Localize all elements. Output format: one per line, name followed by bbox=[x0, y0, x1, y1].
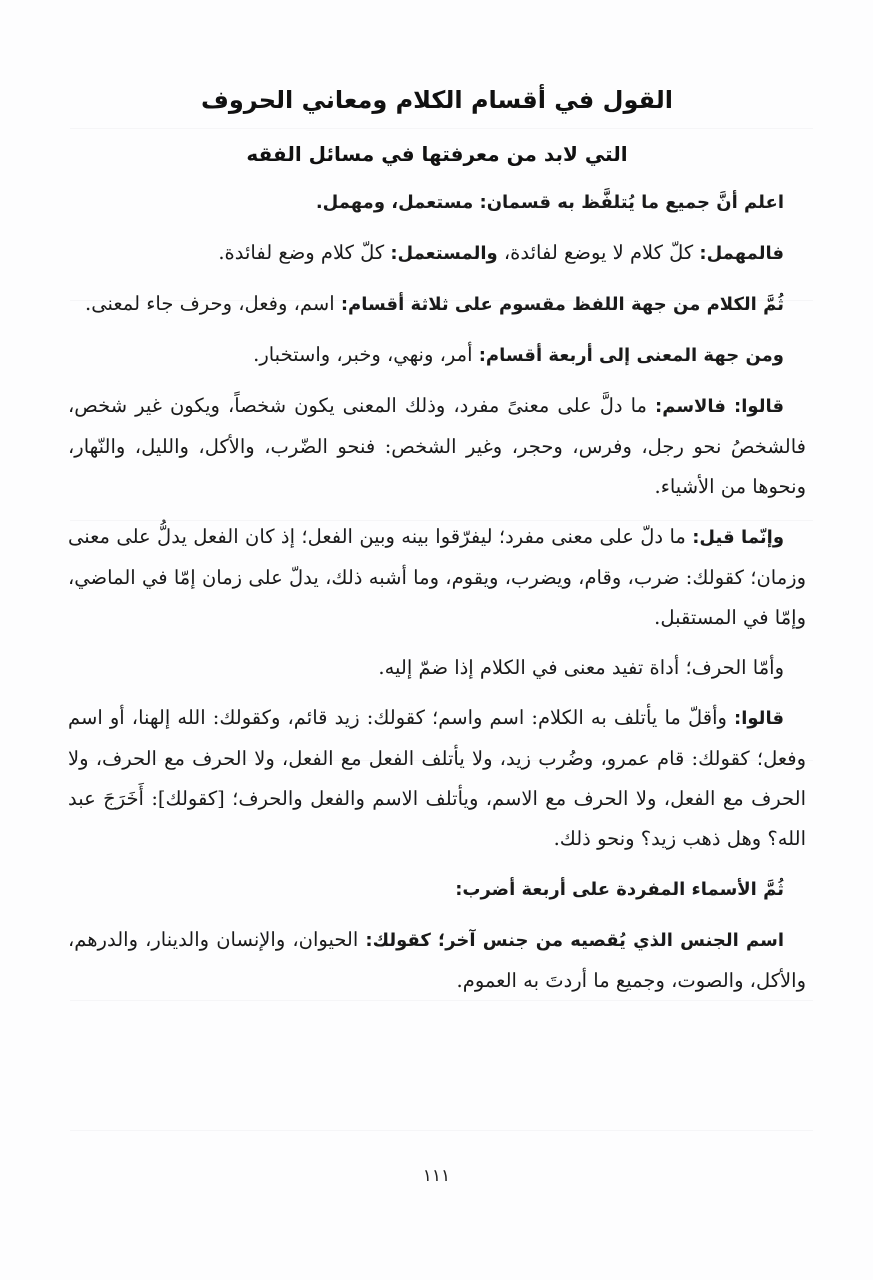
paragraph-fil bbox=[68, 517, 806, 638]
paragraph-lead: ومن جهة المعنى إلى أربعة أقسام: bbox=[478, 345, 784, 366]
paragraph-text: الحيوان، والإنسان والدينار، والدرهم، والأكل، والصوت، وجميع ما أردتَ به العموم. bbox=[68, 928, 806, 992]
paragraph-text: ما دلّ على معنى مفرد؛ ليفرّقوا بينه وبين الفعل؛ إذ كان الفعل يدلُّ على معنى وزمان؛ كقولك: ضرب، وقام، ويضرب، ويقوم، وما أشبه ذلك، يدلّ على زمان إمّا في الماضي، وإمّا في المستقبل. bbox=[68, 525, 806, 629]
paragraph-lead: قالوا: فالاسم: bbox=[655, 396, 784, 417]
paragraph-asma-mufrada bbox=[68, 869, 806, 910]
paragraph-muhmal bbox=[68, 233, 806, 274]
paragraph-text: وأمّا الحرف؛ أداة تفيد معنى في الكلام إذا ضمّ إليه. bbox=[378, 656, 784, 679]
chapter-subtitle: التي لابد من معرفتها في مسائل الفقه bbox=[246, 142, 628, 166]
page-number: ١١١ bbox=[422, 1166, 451, 1186]
paragraph-intro bbox=[68, 182, 806, 223]
paragraph-ism bbox=[68, 386, 806, 507]
paragraph-text: أمر، ونهي، وخبر، واستخبار. bbox=[253, 343, 479, 366]
paragraph-lead-secondary: والمستعمل: bbox=[390, 243, 498, 264]
paragraph-text: وأقلّ ما يأتلف به الكلام: اسم واسم؛ كقولك: زيد قائم، وكقولك: الله إلهنا، أو اسم وفعل؛ كقولك: قام عمرو، وضُرب زيد، ولا يأتلف الفعل مع الفعل، ولا الحرف مع الحرف، ولا الحرف مع الفعل، ولا الحرف مع الاسم، ويأتلف الاسم والفعل والحرف؛ [كقولك]: أَخَرَجَ عبد الله؟ وهل ذهب زيد؟ ونحو ذلك. bbox=[68, 706, 806, 850]
chapter-title: القول في أقسام الكلام ومعاني الحروف bbox=[200, 86, 674, 114]
paragraph-kalam-mana bbox=[68, 335, 806, 376]
paragraph-lead: ثُمَّ الكلام من جهة اللفظ مقسوم على ثلاثة أقسام: bbox=[340, 294, 784, 315]
paragraph-text: كلّ كلام لا يوضع لفائدة، bbox=[497, 241, 700, 264]
paragraph-lead: اسم الجنس الذي يُقصيه من جنس آخر؛ كقولك: bbox=[365, 930, 784, 951]
paragraph-harf bbox=[68, 648, 806, 688]
paragraph-text-secondary: كلّ كلام وضع لفائدة. bbox=[218, 241, 391, 264]
paragraph-ism-jins bbox=[68, 920, 806, 1001]
show-through-line bbox=[70, 1130, 813, 1131]
text-column bbox=[68, 82, 806, 1001]
paragraph-text: ما دلَّ على معنىً مفرد، وذلك المعنى يكون شخصاً، ويكون غير شخص، فالشخصُ نحو رجل، وفرس، وحجر، وغير الشخص: فنحو الضّرب، والأكل، والليل، والنّهار، ونحوها من الأشياء. bbox=[68, 394, 806, 498]
paragraph-lead: وإنّما قيل: bbox=[692, 527, 785, 548]
paragraph-lead: اعلم أنَّ جميع ما يُتلفَّظ به قسمان: مستعمل، ومهمل. bbox=[315, 192, 784, 213]
paragraph-lead: ثُمَّ الأسماء المفردة على أربعة أضرب: bbox=[455, 879, 784, 900]
paragraph-ita-laf bbox=[68, 698, 806, 859]
paragraph-kalam-lafz bbox=[68, 284, 806, 325]
paragraph-lead: فالمهمل: bbox=[699, 243, 784, 264]
paragraph-lead: قالوا: bbox=[734, 708, 784, 729]
paragraph-text: اسم، وفعل، وحرف جاء لمعنى. bbox=[85, 292, 341, 315]
